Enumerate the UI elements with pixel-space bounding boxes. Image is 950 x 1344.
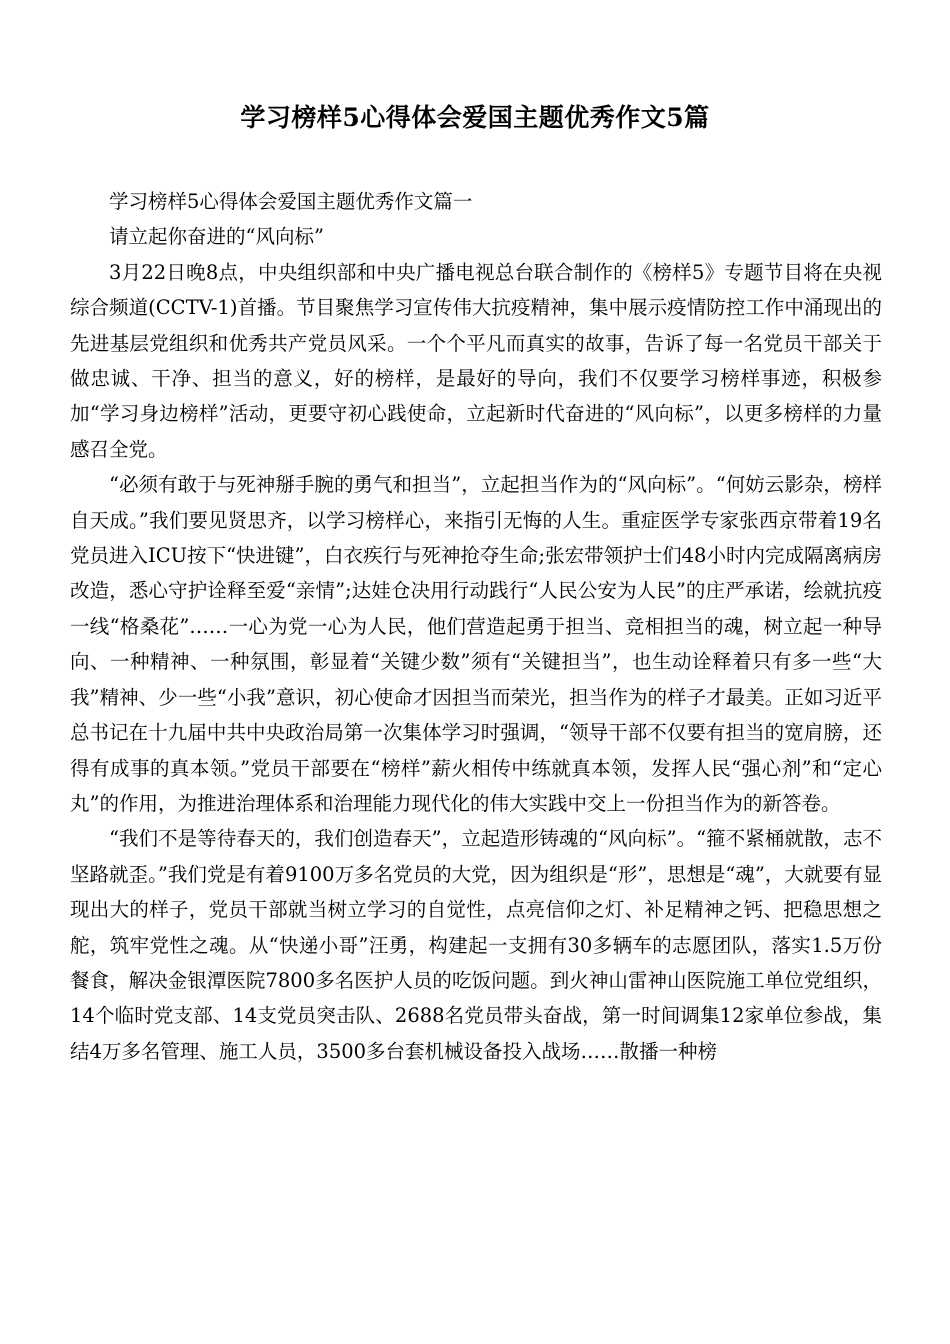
- body-paragraph: “必须有敢于与死神掰手腕的勇气和担当”，立起担当作为的“风向标”。“何妨云影杂，榜样自天成。”我们要见贤思齐，以学习榜样心，来指引无悔的人生。重症医学专家张西京带着19名党员进入ICU按下“快进键”，白衣疾行与死神抢夺生命;张宏带领护士们48小时内完成隔离病房改造，悉心守护诠释至爱“亲情”;达娃仓决用行动践行“人民公安为人民”的庄严承诺，绘就抗疫一线“格桑花”……一心为党一心为人民，他们营造起勇于担当、竞相担当的魂，树立起一种导向、一种精神、一种氛围，彰显着“关键少数”须有“关键担当”，也生动诠释着只有多一些“大我”精神、少一些“小我”意识，初心使命才因担当而荣光，担当作为的样子才最美。正如习近平总书记在十九届中共中央政治局第一次集体学习时强调，“领导干部不仅要有担当的宽肩膀，还得有成事的真本领。”党员干部要在“榜样”薪火相传中练就真本领，发挥人民“强心剂”和“定心丸”的作用，为推进治理体系和治理能力现代化的伟大实践中交上一份担当作为的新答卷。: [70, 473, 882, 815]
- essay-title: 请立起你奋进的“风向标”: [109, 225, 324, 249]
- section-heading: 学习榜样5心得体会爱国主题优秀作文篇一: [109, 190, 473, 213]
- document-title: 学习榜样5心得体会爱国主题优秀作文5篇: [240, 103, 710, 132]
- body-paragraph: “我们不是等待春天的，我们创造春天”，立起造形铸魂的“风向标”。“箍不紧桶就散，志不坚路就歪。”我们党是有着9100万多名党员的大党，因为组织是“形”，思想是“魂”，大就要有显现出大的样子，党员干部就当树立学习的自觉性，点亮信仰之灯、补足精神之钙、把稳思想之舵，筑牢党性之魂。从“快递小哥”汪勇，构建起一支拥有30多辆车的志愿团队，落实1.5万份餐食，解决金银潭医院7800多名医护人员的吃饭问题。到火神山雷神山医院施工单位党组织，14个临时党支部、14支党员突击队、2688名党员带头奋战，第一时间调集12家单位参战，集结4万多名管理、施工人员，3500多台套机械设备投入战场……散播一种榜: [70, 827, 882, 1063]
- body-paragraph: 3月22日晚8点，中央组织部和中央广播电视总台联合制作的《榜样5》专题节目将在央视综合频道(CCTV-1)首播。节目聚焦学习宣传伟大抗疫精神，集中展示疫情防控工作中涌现出的先进基层党组织和优秀共产党员风采。一个个平凡而真实的故事，告诉了每一名党员干部关于做忠诚、干净、担当的意义，好的榜样，是最好的导向，我们不仅要学习榜样事迹，积极参加“学习身边榜样”活动，更要守初心践使命，立起新时代奋进的“风向标”，以更多榜样的力量感召全党。: [70, 260, 882, 461]
- document-body: [70, 184, 882, 1069]
